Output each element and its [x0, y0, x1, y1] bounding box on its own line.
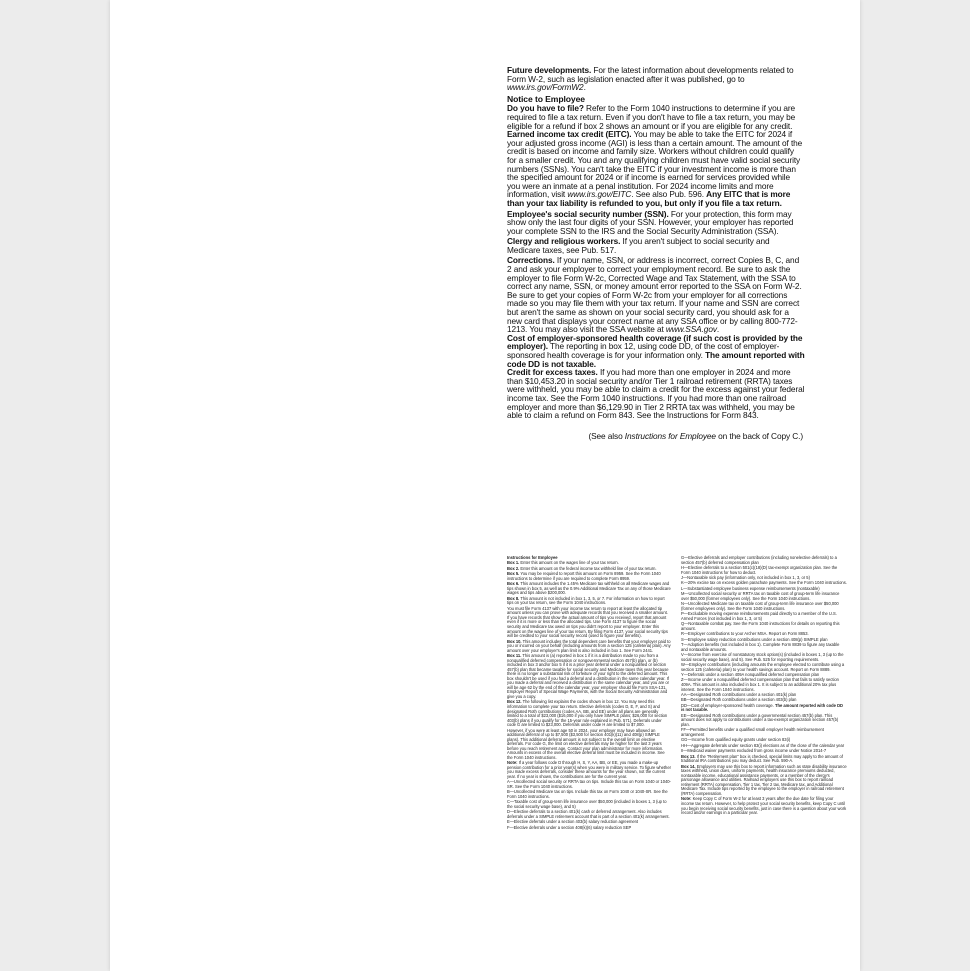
instruction-item: B—Uncollected Medicare tax on tips. Include this tax on Form 1040 or 1040-SR. See the Form 1040 instructions. [507, 789, 668, 799]
instruction-item: Y—Deferrals under a section 409A nonqualified deferred compensation plan [681, 672, 820, 678]
instruction-item: DD—Cost of employer-sponsored health coverage. The amount reported with code DD is not taxable. [681, 702, 843, 713]
health-coverage-paragraph: Cost of employer-sponsored health coverage (if such cost is provided by the employer). The reporting in box 12, using code DD, of the cost of employer-sponsored health coverage is for your information only. The amount reported with code DD is not taxable. [507, 332, 805, 369]
instruction-item: C—Taxable cost of group-term life insurance over $50,000 (included in boxes 1, 3 (up to the social security wage base), and 5) [507, 799, 667, 809]
instruction-item: T—Adoption benefits (not included in box 1). Complete Form 8839 to figure any taxable and nontaxable amounts. [681, 642, 840, 652]
instruction-item: Box 11. This amount is (a) reported in box 1 if it is a distribution made to you from a nonqualified deferred compensation or nongovernmental section 457(b) plan, or (b) included in box 3 and/or box 5 if it is a prior year deferral under a nonqualified or section 457(b) plan that became taxable for social security and Medicare taxes this year because there is no longer a substantial risk of forfeiture of your right to the deferred amount. This box shouldn't be used if you had a deferral and a distribution in the same calendar year. If you made a deferral and received a distribution in the same calendar year, and you are or will be age 62 by the end of the calendar year, your employer should file Form SSA-131, Employer Report of Special Wage Payments, with the Social Security Administration and give you a copy. [507, 653, 670, 699]
instruction-item: N—Uncollected Medicare tax on taxable cost of group-term life insurance over $50,000 (former employees only). See the Form 1040 instructions. [681, 601, 839, 611]
instruction-item: HH—Aggregate deferrals under section 83(i) elections as of the close of the calendar year [681, 742, 845, 748]
instruction-item: H—Elective deferrals to a section 501(c)(18)(D) tax-exempt organization plan. See the Form 1040 instructions for how to deduct. [681, 564, 838, 575]
instruction-item: K—20% excise tax on excess golden parachute payments. See the Form 1040 instructions. [681, 580, 847, 586]
future-developments-paragraph: Future developments. For the latest information about developments related to Form W-2, such as legislation enacted after it was published, go to www.irs.gov/FormW2. [507, 65, 794, 93]
notice-title: Notice to Employee [507, 93, 585, 104]
instruction-item: However, if you were at least age 50 in 2024, your employer may have allowed an additional deferral of up to $7,500 ($3,500 for section 401(k)(11) and 408(p) SIMPLE plans). This additional deferral amount is not subject to the overall limit on elective deferrals. For code G, the limit on elective deferrals may be higher for the last 3 years before you reach retirement age. Contact your plan administrator for more information. Amounts in excess of the overall elective deferral limit must be included in income. See the Form 1040 instructions. [507, 727, 665, 760]
eitc-paragraph: Earned income tax credit (EITC). You may be able to take the EITC for 2024 if your adjusted gross income (AGI) is less than a certain amount. The amount of the credit is based on income and family size. Workers without children could qualify for a smaller credit. You and any qualifying children must have valid social security numbers (SSNs). You can't take the EITC if your investment income is more than the specified amount for 2024 or if income is earned for services provided while you were an inmate at a penal institution. For 2024 income limits and more information, visit www.irs.gov/EITC. See also Pub. 596. Any EITC that is more than your tax liability is refunded to you, but only if you file a tax return. [507, 129, 803, 208]
ssa-link[interactable]: www.SSA.gov [665, 324, 717, 335]
instruction-item: AA—Designated Roth contributions under a section 401(k) plan [681, 692, 797, 698]
instruction-item: A—Uncollected social security or RRTA tax on tips. Include this tax on Form 1040 or 1040-SR. See the Form 1040 instructions. [507, 779, 671, 789]
instruction-item: Q—Nontaxable combat pay. See the Form 1040 instructions for details on reporting this amount. [681, 621, 840, 631]
instructions-left-list [507, 561, 671, 830]
instructions-title: Instructions for Employee [507, 555, 558, 560]
instruction-item: Note: If a year follows code D through H, S, Y, AA, BB, or EE, you made a make-up pension contribution for a prior year(s) when you were in military service. To figure whether you made excess deferrals, consider these amounts for the year shown, not the current year. If no year is shown, the contributions are for the current year. [507, 760, 671, 779]
instruction-item: II—Medicaid waiver payments excluded from gross income under Notice 2014-7 [681, 748, 827, 754]
instruction-item: Box 10. This amount includes the total dependent care benefits that your employer paid to you or incurred on your behalf (including amounts from a section 125 (cafeteria) plan). Any amount over your employer's plan limit is also included in box 1. See Form 2441. [507, 638, 671, 653]
instruction-item: Box 13. If the "Retirement plan" box is checked, special limits may apply to the amount of traditional IRA contributions you may deduct. See Pub. 590-A. [681, 753, 843, 764]
instruction-item: Box 8. This amount is not included in box 1, 3, 5, or 7. For information on how to report tips on your tax return, see the Form 1040 instructions. [507, 595, 665, 606]
instruction-item: Box 2. Enter this amount on the federal income tax withheld line of your tax return. [507, 565, 657, 571]
ssn-paragraph: Employee's social security number (SSN). For your protection, this form may show only the last four digits of your SSN. However, your employer has reported your complete SSN to the IRS and the Social Security Administration (SSA). [507, 208, 794, 236]
instruction-item: FF—Permitted benefits under a qualified small employer health reimbursement arrangement [681, 727, 824, 737]
notice-to-employee-section [507, 66, 805, 440]
instruction-item: Box 1. Enter this amount on the wages line of your tax return. [507, 560, 619, 566]
instruction-item: P—Excludable moving expense reimbursements paid directly to a member of the U.S. Armed Forces (not included in box 1, 3, or 5) [681, 611, 837, 621]
instruction-item: BB—Designated Roth contributions under a section 403(b) plan [681, 697, 797, 703]
instruction-item: M—Uncollected social security or RRTA tax on taxable cost of group-term life insurance over $50,000 (former employees only). See the Form 1040 instructions. [681, 591, 840, 601]
instructions-right-list [681, 556, 847, 816]
instruction-item: E—Elective deferrals under a section 403(b) salary reduction agreement [507, 819, 639, 825]
instruction-item: J—Nontaxable sick pay (information only, not included in box 1, 3, or 5) [681, 574, 810, 580]
instruction-item: Box 14. Employers may use this box to report information such as state disability insurance taxes withheld, union dues, uniform payments, health insurance premiums deducted, nontaxable income, educational assistance payments, or a member of the clergy's parsonage allowance and utilities. Railroad employers use this box to report railroad retirement (RRTA) compensation, Tier 1 tax, Tier 2 tax, Medicare tax, and Additional Medicare Tax. Include tips reported by the employee to the employer in railroad retirement (RRTA) compensation. [681, 763, 847, 796]
instruction-item: Box 12. The following list explains the codes shown in box 12. You may need this information to complete your tax return. Elective deferrals (codes D, E, F, and S) and designated Roth contributions (codes AA, BB, and EE) under all plans are generally limited to a total of $23,000 ($16,000 if you only have SIMPLE plans; $26,000 for section 403(b) plans if you qualify for the 15-year rule explained in Pub. 571). Deferrals under code G are limited to $23,000. Deferrals under code H are limited to $7,000. [507, 699, 668, 728]
document-page [110, 0, 860, 971]
instruction-item: W—Employer contributions (including amounts the employee elected to contribute using a section 125 (cafeteria) plan) to your health savings account. Report on Form 8889. [681, 662, 845, 672]
clergy-paragraph: Clergy and religious workers. If you aren't subject to social security and Medicare taxes, see Pub. 517. [507, 236, 770, 255]
irs-formw2-link[interactable]: www.irs.gov/FormW2 [507, 82, 584, 93]
instruction-item: Z—Income under a nonqualified deferred compensation plan that fails to satisfy section 409A. This amount is also included in box 1. It is subject to an additional 20% tax plus interest. See the Form 1040 instructions. [681, 677, 839, 692]
instruction-item: Note: Keep Copy C of Form W-2 for at least 3 years after the due date for filing your income tax return. However, to help protect your social security benefits, keep Copy C until you begin receiving social security benefits, just in case there is a question about your work record and/or earnings in a particular year. [681, 796, 847, 816]
see-also-note: (See also Instructions for Employee on the back of Copy C.) [588, 430, 803, 441]
instruction-item: Box 6. This amount includes the 1.45% Medicare tax withheld on all Medicare wages and tips shown in box 5, as well as the 0.9% Additional Medicare Tax on any of those Medicare wages and tips above $200,000. [507, 581, 671, 596]
instruction-item: GG—Income from qualified equity grants under section 83(i) [681, 737, 791, 743]
instruction-item: R—Employer contributions to your Archer MSA. Report on Form 8853. [681, 631, 809, 637]
instruction-item: V—Income from exercise of nonstatutory stock option(s) (included in boxes 1, 3 (up to the social security wage base), and 5). See Pub. 525 for reporting requirements. [681, 652, 844, 662]
instruction-item: Box 5. You may be required to report this amount on Form 8959. See the Form 1040 instructions to determine if you are required to complete Form 8959. [507, 571, 661, 581]
instruction-item: G—Elective deferrals and employer contributions (including nonelective deferrals) to a section 457(b) deferred compensation plan [681, 555, 837, 565]
file-paragraph: Do you have to file? Refer to the Form 1040 instructions to determine if you are required to file a tax return. Even if you don't have to file a tax return, you may be eligible for a refund if box 2 shows an amount or if you are eligible for any credit. [507, 103, 796, 131]
instruction-item: You must file Form 4137 with your income tax return to report at least the allocated tip amount unless you can prove with adequate records that you received a smaller amount. If you have records that show the actual amount of tips you received, report that amount even if it is more or less than the allocated tips. Use Form 4137 to figure the social security and Medicare tax owed on tips you didn't report to your employer. Enter this amount on the wages line of your tax return. By filing Form 4137, your social security tips will be credited to your social security record (used to figure your benefits). [507, 605, 668, 639]
instruction-item: EE—Designated Roth contributions under a governmental section 457(b) plan. This amount does not apply to contributions under a tax-exempt organization section 457(b) plan. [681, 712, 839, 727]
irs-eitc-link[interactable]: www.irs.gov/EITC [567, 189, 632, 200]
instruction-item: L—Substantiated employee business expense reimbursements (nontaxable) [681, 585, 820, 591]
instruction-item: F—Elective deferrals under a section 408(k)(6) salary reduction SEP [507, 824, 632, 830]
instructions-left-column [507, 556, 671, 831]
corrections-paragraph: Corrections. If your name, SSN, or address is incorrect, correct Copies B, C, and 2 and ask your employer to correct your employment record. Be sure to ask the employer to file Form W-2c, Corrected Wage and Tax Statement, with the SSA to correct any name, SSN, or money amount error reported to the SSA on Form W-2. Be sure to get your copies of Form W-2c from your employer for all corrections made so you may file them with your tax return. If your name and SSN are correct but aren't the same as shown on your social security card, you should ask for a new card that displays your correct name at any SSA office or by calling 800-772-1213. You may also visit the SSA website at www.SSA.gov. [507, 255, 802, 335]
excess-taxes-paragraph: Credit for excess taxes. If you had more than one employer in 2024 and more than $10,453.20 in social security and/or Tier 1 railroad retirement (RRTA) taxes were withheld, you may be able to claim a credit for the excess against your federal income tax. See the Form 1040 instructions. If you had more than one railroad employer and more than $6,129.90 in Tier 2 RRTA tax was withheld, you may be able to claim a refund on Form 843. See the Instructions for Form 843. [507, 367, 805, 421]
instructions-right-column [681, 556, 847, 816]
instruction-item: S—Employee salary reduction contributions under a section 408(p) SIMPLE plan [681, 636, 828, 642]
instruction-item: D—Elective deferrals to a section 401(k) cash or deferred arrangement. Also includes deferrals under a SIMPLE retirement account that is part of a section 401(k) arrangement. [507, 809, 670, 819]
